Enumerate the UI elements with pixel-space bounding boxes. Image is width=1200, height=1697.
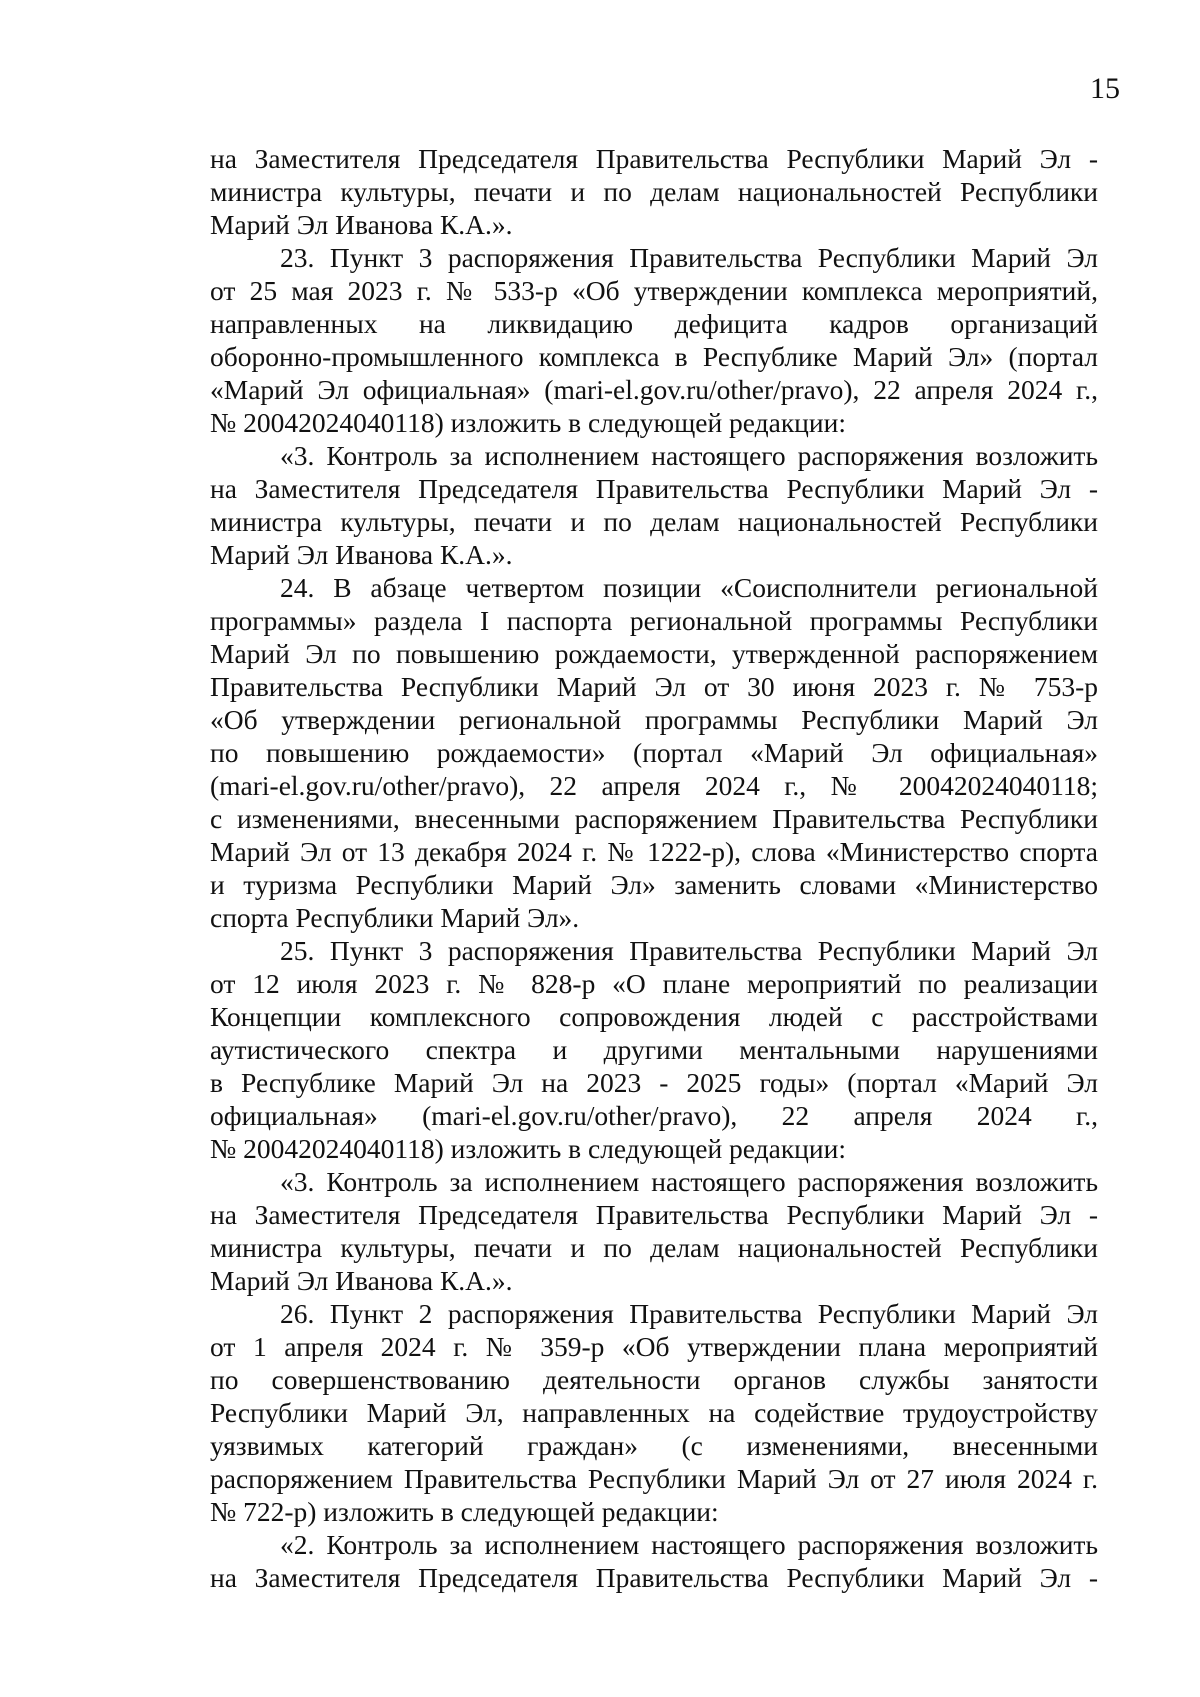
text-line: «Марий Эл официальная» (mari-el.gov.ru/other/pravo), 22 апреля 2024 г., [210,374,1098,405]
text-line: министра культуры, печати и по делам национальностей Республики [210,1232,1098,1263]
text-line: на Заместителя Председателя Правительства Республики Марий Эл - [210,1199,1098,1230]
text-line: 26. Пункт 2 распоряжения Правительства Республики Марий Эл [280,1298,1098,1329]
text-line: «2. Контроль за исполнением настоящего распоряжения возложить [280,1529,1098,1560]
text-line: Правительства Республики Марий Эл от 30 июня 2023 г. № 753-р [210,671,1098,702]
text-line: Концепции комплексного сопровождения людей с расстройствами [210,1001,1098,1032]
text-line: Марий Эл Иванова К.А.». [210,539,513,570]
paragraph [210,241,1098,439]
document-body [210,142,1098,1594]
text-line: Марий Эл Иванова К.А.». [210,1265,513,1296]
paragraph [210,142,1098,241]
text-line: направленных на ликвидацию дефицита кадров организаций [210,308,1098,339]
text-line: от 1 апреля 2024 г. № 359-р «Об утверждении плана мероприятий [210,1331,1098,1362]
text-line: на Заместителя Председателя Правительства Республики Марий Эл - [210,143,1098,174]
text-line: министра культуры, печати и по делам национальностей Республики [210,176,1098,207]
paragraph [210,439,1098,571]
text-line: спорта Республики Марий Эл». [210,902,580,933]
paragraph [210,571,1098,934]
text-line: Республики Марий Эл, направленных на содействие трудоустройству [210,1397,1098,1428]
text-line: Марий Эл Иванова К.А.». [210,209,513,240]
text-line: с изменениями, внесенными распоряжением Правительства Республики [210,803,1098,834]
paragraph [210,1297,1098,1528]
text-line: (mari-el.gov.ru/other/pravo), 22 апреля 2024 г., № 20042024040118; [210,770,1098,801]
text-line: аутистического спектра и другими ментальными нарушениями [210,1034,1098,1065]
text-line: Марий Эл по повышению рождаемости, утвержденной распоряжением [210,638,1098,669]
text-line: «Об утверждении региональной программы Республики Марий Эл [210,704,1098,735]
paragraph [210,1528,1098,1594]
text-line: № 722-р) изложить в следующей редакции: [210,1496,719,1527]
text-line: «3. Контроль за исполнением настоящего распоряжения возложить [280,1166,1098,1197]
text-line: по совершенствованию деятельности органов службы занятости [210,1364,1098,1395]
text-line: Марий Эл от 13 декабря 2024 г. № 1222-р), слова «Министерство спорта [210,836,1098,867]
text-line: на Заместителя Председателя Правительства Республики Марий Эл - [210,473,1098,504]
paragraph [210,1165,1098,1297]
text-line: официальная» (mari-el.gov.ru/other/pravo), 22 апреля 2024 г., [210,1100,1098,1131]
text-line: по повышению рождаемости» (портал «Марий Эл официальная» [210,737,1098,768]
text-line: 24. В абзаце четвертом позиции «Соисполнители региональной [280,572,1098,603]
text-line: от 25 мая 2023 г. № 533-р «Об утверждении комплекса мероприятий, [210,275,1098,306]
text-line: 23. Пункт 3 распоряжения Правительства Республики Марий Эл [280,242,1098,273]
text-line: распоряжением Правительства Республики Марий Эл от 27 июля 2024 г. [210,1463,1098,1494]
text-line: № 20042024040118) изложить в следующей редакции: [210,1133,846,1164]
text-line: 25. Пункт 3 распоряжения Правительства Республики Марий Эл [280,935,1098,966]
text-line: № 20042024040118) изложить в следующей редакции: [210,407,846,438]
text-line: программы» раздела I паспорта региональной программы Республики [210,605,1098,636]
text-line: министра культуры, печати и по делам национальностей Республики [210,506,1098,537]
paragraph [210,934,1098,1165]
text-line: в Республике Марий Эл на 2023 - 2025 годы» (портал «Марий Эл [210,1067,1098,1098]
text-line: оборонно-промышленного комплекса в Республике Марий Эл» (портал [210,341,1098,372]
text-line: уязвимых категорий граждан» (с изменениями, внесенными [210,1430,1098,1461]
text-line: и туризма Республики Марий Эл» заменить словами «Министерство [210,869,1098,900]
text-line: от 12 июля 2023 г. № 828-р «О плане мероприятий по реализации [210,968,1098,999]
text-line: «3. Контроль за исполнением настоящего распоряжения возложить [280,440,1098,471]
text-line: на Заместителя Председателя Правительства Республики Марий Эл - [210,1562,1098,1593]
page-number: 15 [1090,72,1120,105]
